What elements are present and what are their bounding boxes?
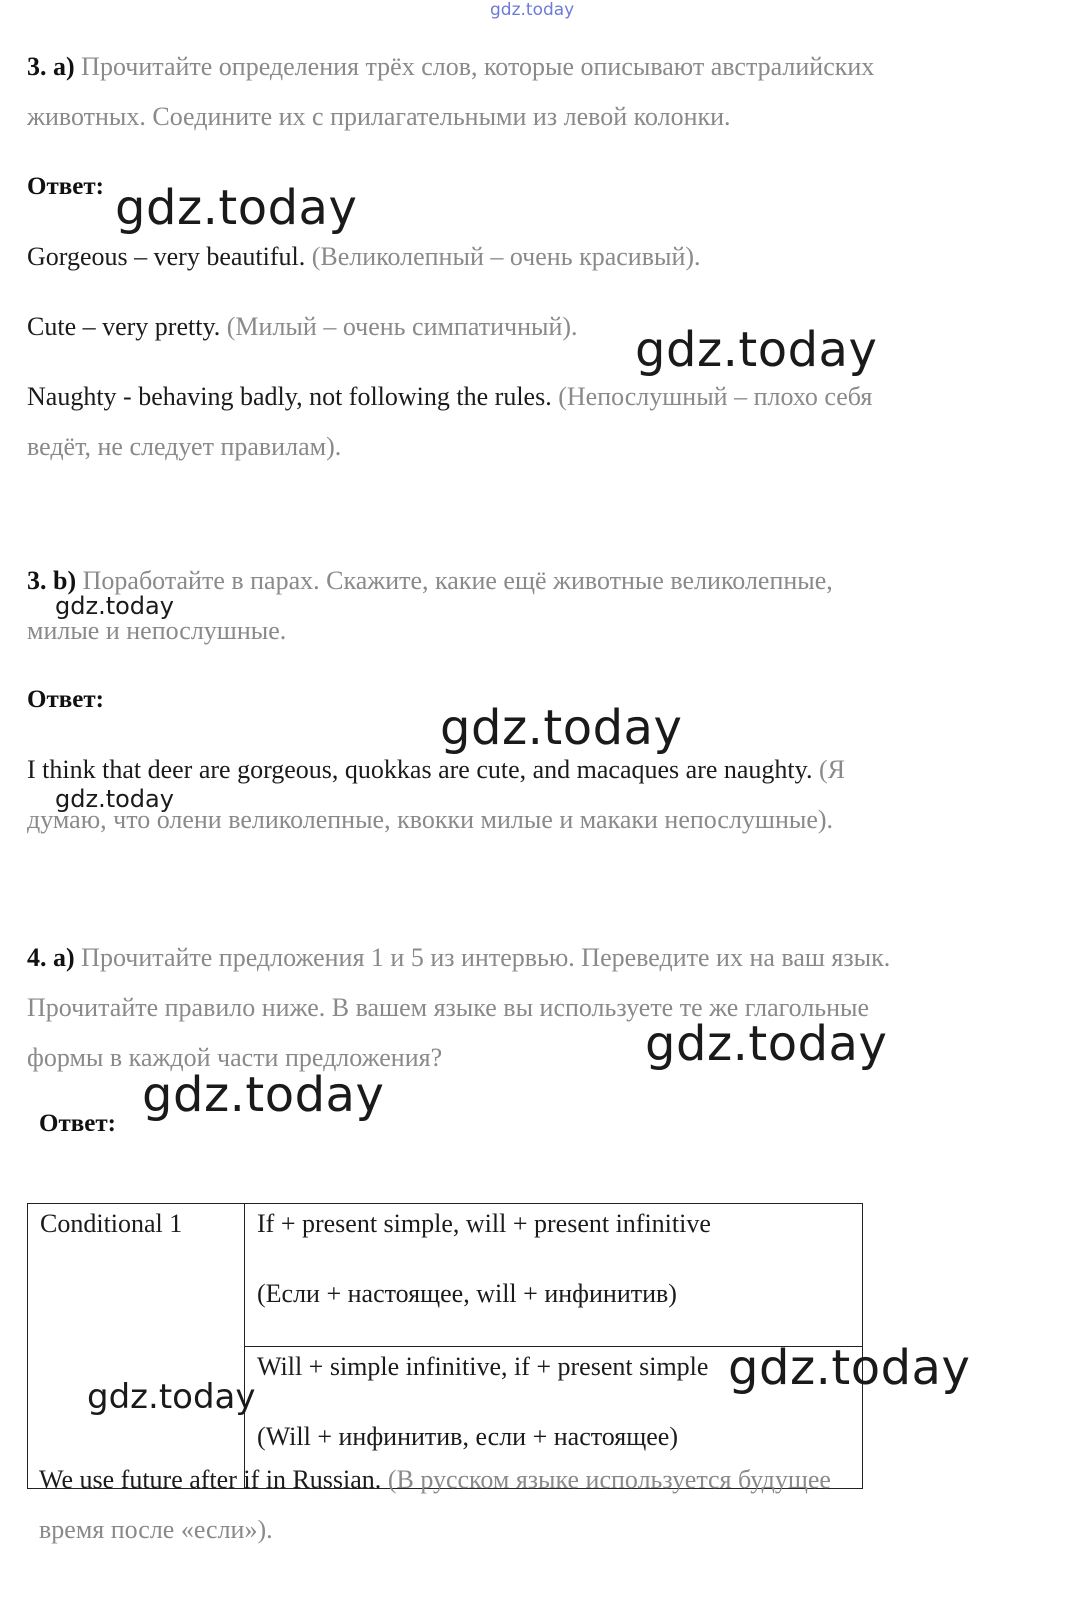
task-3a-instruction-line1 bbox=[27, 42, 874, 92]
watermark: gdz.today bbox=[142, 1067, 385, 1123]
task-4a-instruction-line3: формы в каждой части предложения? bbox=[27, 1043, 443, 1072]
table-left-header: Conditional 1 bbox=[40, 1209, 183, 1238]
item-ru: (Великолепный – очень красивый). bbox=[311, 242, 701, 271]
watermark: gdz.today bbox=[87, 1377, 256, 1417]
table-row2-en: Will + simple infinitive, if + present simple bbox=[257, 1351, 709, 1381]
task-3a-number: 3. a) bbox=[27, 52, 75, 81]
task-3a-item-naughty-cont: ведёт, не следует правилам). bbox=[27, 432, 342, 461]
table-row1-en: If + present simple, will + present infinitive bbox=[257, 1209, 711, 1238]
answer-en: I think that deer are gorgeous, quokkas are cute, and macaques are naughty. bbox=[27, 755, 813, 784]
watermark: gdz.today bbox=[728, 1340, 971, 1396]
item-ru: (Милый – очень симпатичный). bbox=[226, 312, 578, 341]
watermark: gdz.today bbox=[440, 700, 683, 756]
answer-ru-start: (Я bbox=[818, 755, 845, 784]
task-3a-instruction-line2: животных. Соедините их с прилагательными из левой колонки. bbox=[27, 102, 731, 131]
item-en: Gorgeous – very beautiful. bbox=[27, 242, 306, 271]
watermark: gdz.today bbox=[645, 1016, 888, 1072]
watermark: gdz.today bbox=[55, 785, 174, 813]
watermark-top: gdz.today bbox=[490, 0, 575, 20]
task-3a-item-gorgeous bbox=[27, 232, 701, 282]
task-3a-instruction-text: Прочитайте определения трёх слов, которые описывают австралийских bbox=[81, 52, 875, 81]
task-4a-instruction-line1 bbox=[27, 933, 890, 983]
table-left-header-cell bbox=[28, 1204, 245, 1489]
watermark: gdz.today bbox=[635, 322, 878, 378]
task-3b-instruction-line2: милые и непослушные. bbox=[27, 616, 287, 645]
task-3a-answer-label: Ответ: bbox=[27, 173, 104, 200]
task-3b-number: 3. b) bbox=[27, 566, 77, 595]
task-4a-instruction-line2: Прочитайте правило ниже. В вашем языке вы используете те же глагольные bbox=[27, 993, 870, 1022]
task-4a-note-line1 bbox=[39, 1455, 831, 1505]
watermark: gdz.today bbox=[55, 592, 174, 620]
task-3b-instruction-text: Поработайте в парах. Скажите, какие ещё животные великолепные, bbox=[82, 566, 833, 595]
item-en: Naughty - behaving badly, not following the rules. bbox=[27, 382, 552, 411]
task-3a-item-naughty bbox=[27, 372, 872, 422]
item-ru: (Непослушный – плохо себя bbox=[558, 382, 873, 411]
task-4a-number: 4. a) bbox=[27, 943, 75, 972]
item-en: Cute – very pretty. bbox=[27, 312, 221, 341]
note-ru: (В русском языке используется будущее bbox=[387, 1465, 831, 1494]
table-row1-ru: (Если + настоящее, will + инфинитив) bbox=[257, 1279, 677, 1308]
task-4a-answer-label: Ответ: bbox=[39, 1110, 116, 1137]
note-en: We use future after if in Russian. bbox=[39, 1465, 382, 1494]
task-4a-instruction-text: Прочитайте предложения 1 и 5 из интервью. Переведите их на ваш язык. bbox=[81, 943, 891, 972]
table-row2-ru: (Will + инфинитив, если + настоящее) bbox=[257, 1421, 678, 1451]
task-3b-answer-line2: думаю, что олени великолепные, квокки милые и макаки непослушные). bbox=[27, 805, 834, 834]
task-3b-answer-label: Ответ: bbox=[27, 686, 104, 713]
task-4a-note-line2: время после «если»). bbox=[39, 1515, 273, 1544]
task-3a-item-cute bbox=[27, 302, 578, 352]
watermark: gdz.today bbox=[115, 180, 358, 236]
table-row1-cell bbox=[245, 1204, 863, 1347]
